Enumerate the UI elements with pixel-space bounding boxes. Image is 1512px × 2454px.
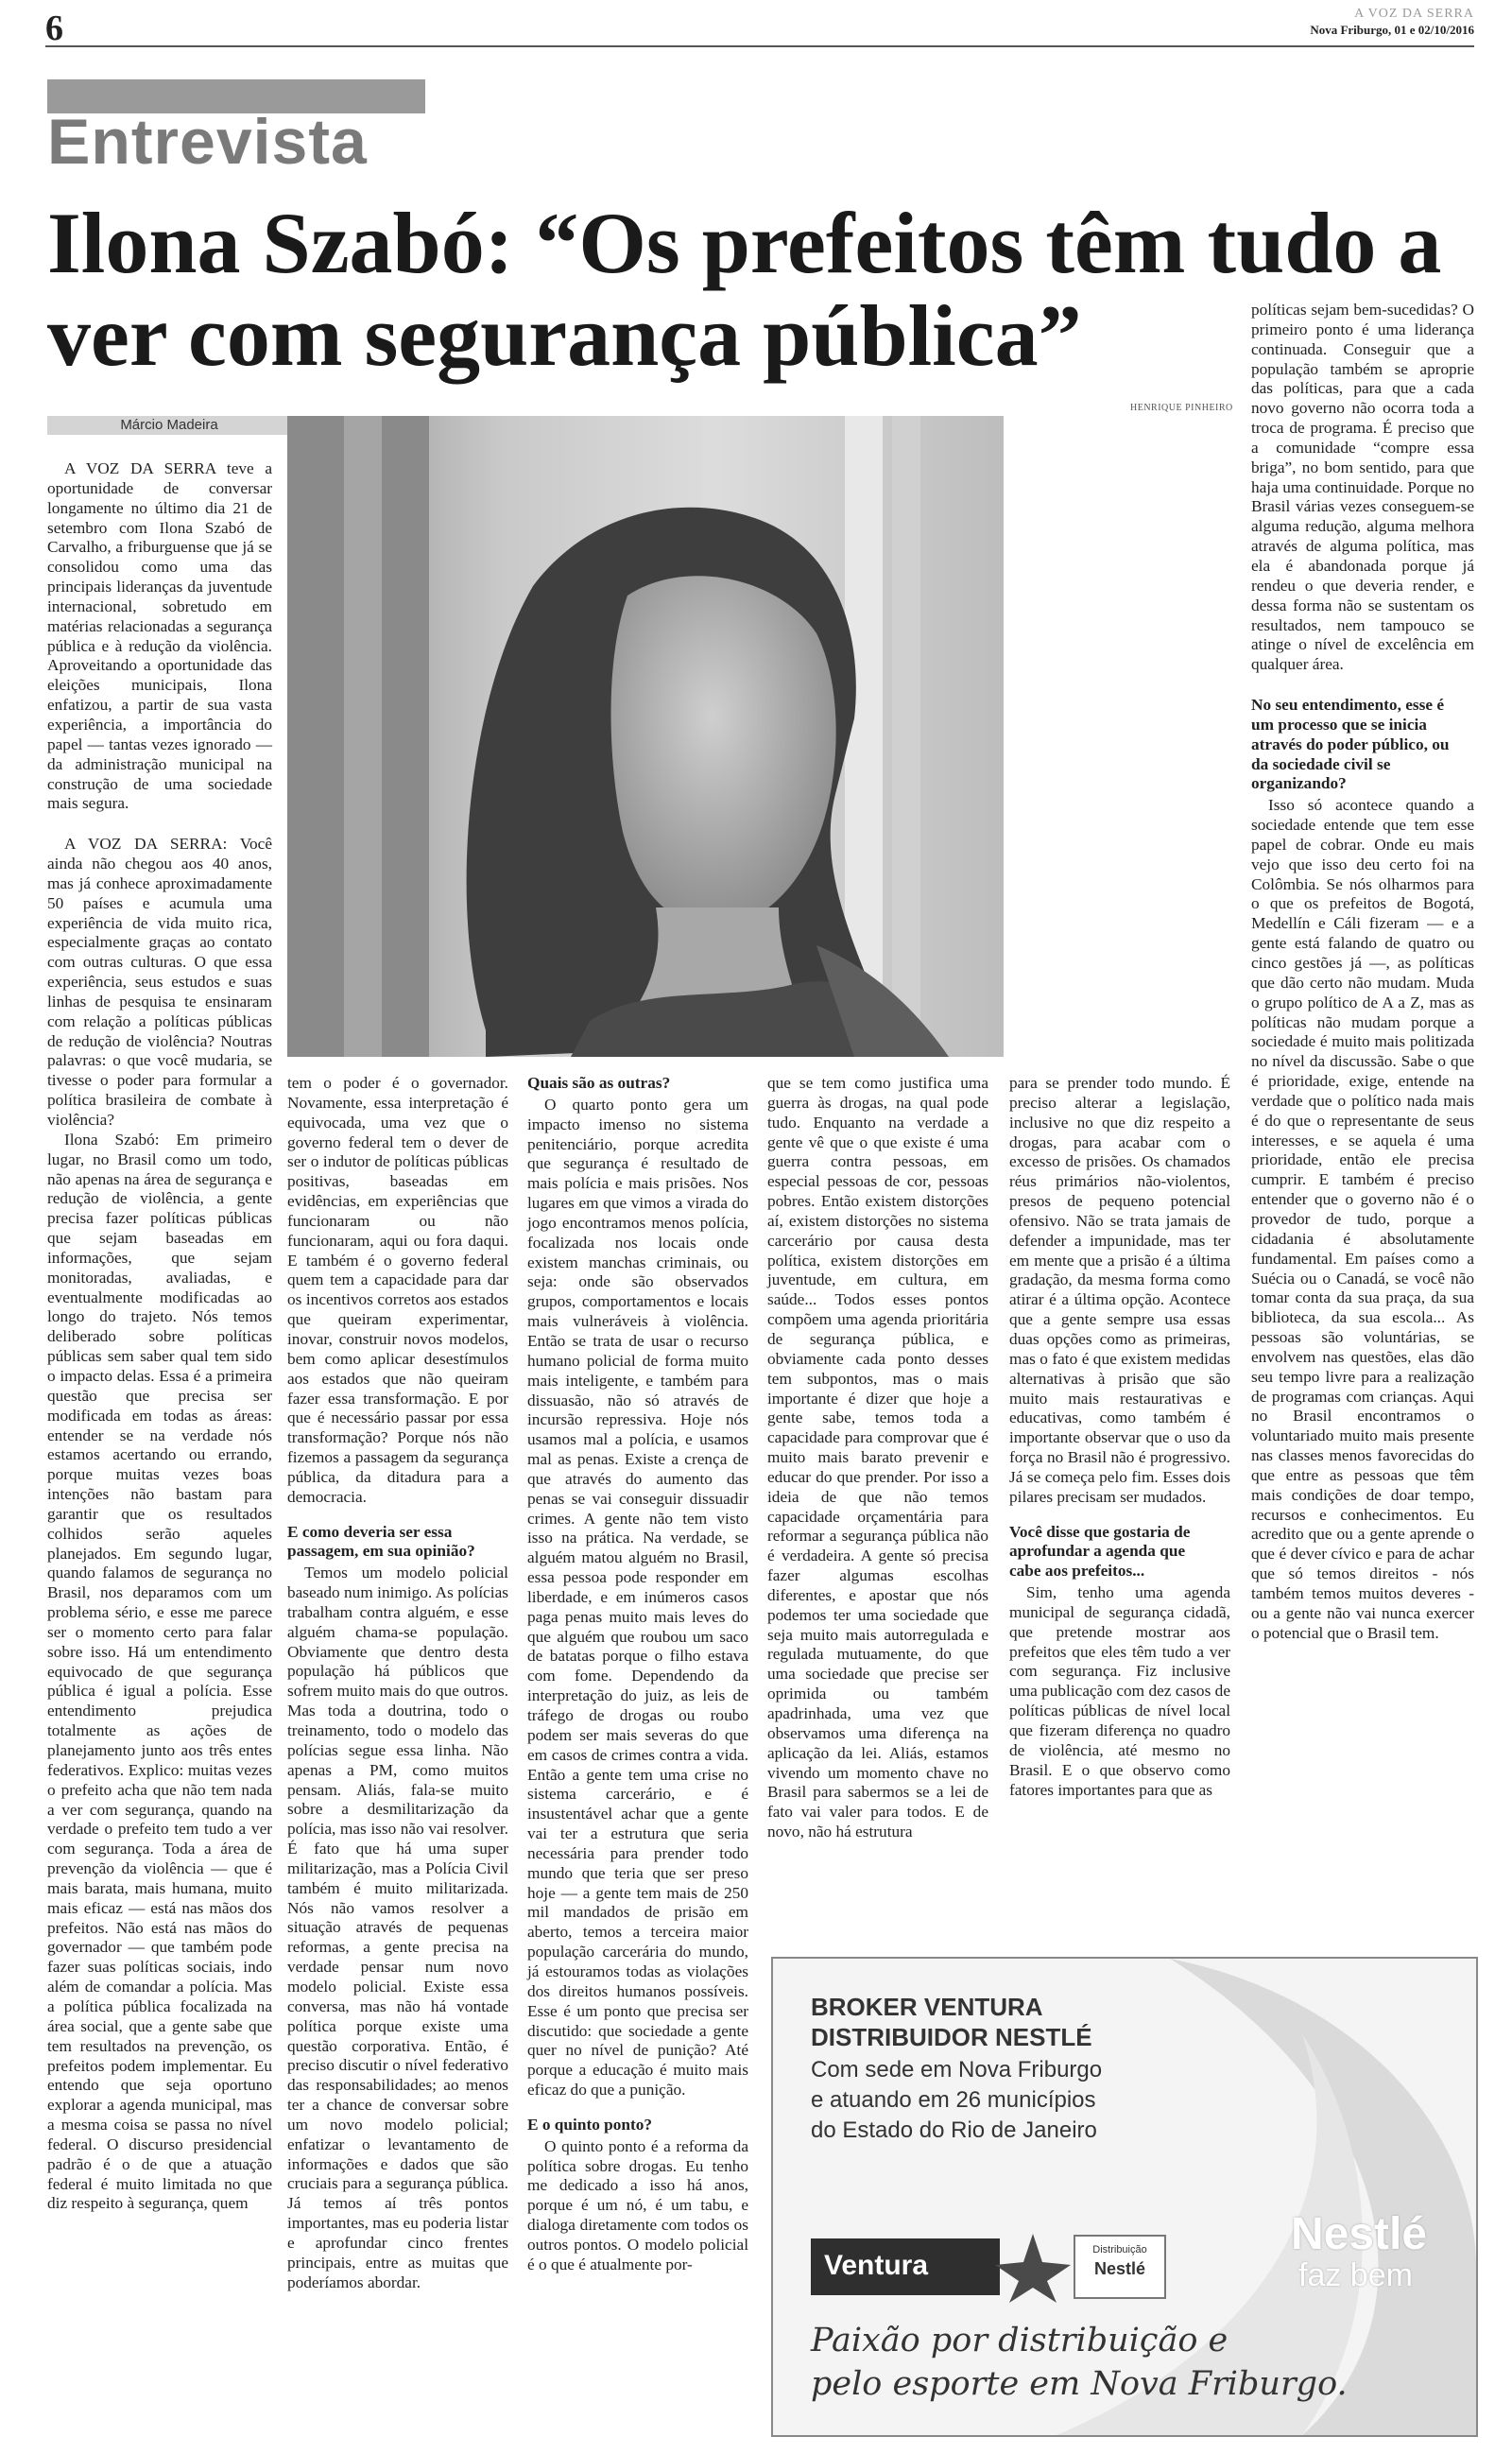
answer-continuation: que se tem como justifica uma guerra às drogas, na qual pode tudo. Enquanto na verdade a gente vê que o que existe é uma guerra contra pessoas, em especial pessoas de cor, pessoas pobres. Então existem distorções aí, existem distorções no sistema carcerário por causa desta política, existem distorções em juventude, em cultura, em saúde... Todos esses pontos compõem uma agenda prioritária de segurança pública, e obviamente cada ponto desses tem subpontos, mas o mais importante é dizer que hoje a gente sabe, temos toda a capacidade para comprovar que é muito mais barato prevenir e educar do que prender. Por isso a ideia de que não temos capacidade orçamentária para reformar a segurança pública não é verdadeira. A gente só precisa fazer algumas escolhas diferentes, e apostar que nós podemos ter uma sociedade que seja muito mais autorregulada e regulada mutuamente, do que uma sociedade que precise ser oprimida ou também apadrinhada, uma vez que observamos uma diferença na aplicação da lei. Aliás, estamos vivendo um momento chave no Brasil para sabermos se a lei de fato vai valer para todos. E de novo, não há estrutura [767, 1074, 988, 1841]
badge-label: Distribuição [1092, 2244, 1147, 2255]
ad-tagline-2: pelo esporte em Nova Friburgo. [811, 2365, 1348, 2403]
ad-text-3: do Estado do Rio de Janeiro [811, 2117, 1097, 2143]
interview-question: A VOZ DA SERRA: Você ainda não chegou aos 40 anos, mas já conhece aproximadamente 50 países e acumula uma experiência de vida muito rica, especialmente graças ao contato com outras culturas. O que essa experiência, seus estudos e suas linhas de pesquisa te ensinaram com relação a políticas públicas de redução de violência? Noutras palavras: o que você mudaria, se tivesse o poder para formular a política brasileira de combate à violência? [47, 835, 272, 1129]
answer-continuation: políticas sejam bem-sucedidas? O primeiro ponto é uma liderança continuada. Conseguir que a população também se aproprie das políticas, para que a cada novo governo não ocorra toda a troca de programa. É preciso que a comunidade “compre essa briga”, no bom sentido, para que haja uma continuidade. Porque no Brasil várias vezes conseguem-se alguma redução, alguma melhora através de alguma política, mas ela é abandonada porque já rendeu o que deveria render, e dessa forma não se sustentam os resultados, nem tampouco se atinge o nível de excelência em qualquer área. [1251, 301, 1474, 674]
header-rule [45, 45, 1474, 47]
interview-answer: Sim, tenho uma agenda municipal de segurança cidadã, que pretende mostrar aos prefeitos que eles têm tudo a ver com segurança. Fiz inclusive uma publicação com dez casos de políticas públicas de nível local que fizeram diferença no quadro de violência, até mesmo no Brasil. E o que observo como fatores importantes para que as [1009, 1583, 1230, 1799]
interview-question: No seu entendimento, esse é um processo que se inicia através do poder público, ou da sociedade civil se organizando? [1251, 696, 1450, 793]
answer-continuation: tem o poder é o governador. Novamente, essa interpretação é equivocada, uma vez que o governo federal tem o dever de ser o indutor de políticas públicas positivas, baseadas em evidências, em experiências que funcionaram ou não funcionaram, aqui ou fora daqui. E também é o governo federal quem tem a capacidade para dar os incentivos corretos aos estados que queiram experimentar, inovar, construir novos modelos, bem como aplicar desestímulos aos estados que não queiram fazer essa transformação. E por que é necessário passar por essa transformação? Porque nós não fizemos a passagem da segurança pública, da ditadura para a democracia. [287, 1074, 508, 1506]
section-title: Entrevista [47, 106, 368, 178]
interview-question: E o quinto ponto? [527, 2115, 653, 2134]
headline: Ilona Szabó: “Os prefeitos têm tudo a ver com segurança pública” [47, 195, 1442, 384]
answer-continuation: para se prender todo mundo. É preciso alterar a legislação, inclusive no que diz respeito a drogas, para acabar com o excesso de prisões. Os chamados réus primários não-violentos, presos de pequeno potencial ofensivo. Não se trata jamais de defender a impunidade, mas ter em mente que a prisão é a última gradação, da mesma forma como atirar é a última opção. Acontece que a gente sempre usa essas duas opções como as primeiras, mas o fato é que existem medidas alternativas à prisão que são muito mais restaurativas e educativas, como também é importante observar que o uso da força no Brasil não é progressivo. Já se começa pelo fim. Esses dois pilares precisam ser mudados. [1009, 1074, 1230, 1506]
interview-answer: O quinto ponto é a reforma da política sobre drogas. Eu tenho me dedicado a isso há anos, porque é um nó, é um tabu, e dialoga diretamente com todos os outros pontos. O modelo policial é o que é atualmente por- [527, 2136, 748, 2273]
article-column-4 [767, 1074, 988, 1842]
interview-answer: Isso só acontece quando a sociedade entende que tem esse papel de cobrar. Onde eu mais vejo que isso deu certo foi na Colômbia. Se nós olharmos para o que os prefeitos de Bogotá, Medellín e Cáli fizeram — e a gente está falando de quatro ou cinco gestões já —, as políticas que dão certo não mudam. Muda o grupo político de A a Z, mas as políticas não mudam porque a sociedade é muito mais politizada no nível da discussão. Sabe o que é prioridade, exige, entende na verdade que o político nada mais é do que o representante de seus interesses, e se aquela é uma prioridade, então ele precisa cumprir. E também é preciso entender que o governo não é o provedor de tudo, porque a cidadania é absolutamente fundamental. Em países como a Suécia ou o Canadá, se você não tomar conta da sua praça, da sua biblioteca, da sua escola... As pessoas são voluntárias, se envolvem nas questões, elas dão seu tempo livre para a realização de programas com crianças. Aqui no Brasil encontramos o voluntariado muito mais presente nas classes menos favorecidas do que entre as pessoas que têm mais condições de doar tempo, recursos e conhecimentos. Eu acredito que ou a gente aprende o que é dever cívico e para de achar que só temos direitos - nós também temos muitos deveres - ou a gente não vai nunca exercer o potencial que o Brasil tem. [1251, 796, 1474, 1642]
interview-answer: Temos um modelo policial baseado num inimigo. As polícias trabalham contra alguém, e esse alguém chama-se população. Obviamente que dentro desta população há públicos que sofrem muito mais do que outros. Mas toda a doutrina, todo o treinamento, todo o modelo das polícias segue essa linha. Não apenas a PM, como muitos pensam. Aliás, fala-se muito sobre a desmilitarização da polícia, mas isso não vai resolver. É fato que há uma super militarização, mas a Polícia Civil também é muito militarizada. Nós não vamos resolver a situação através de pequenas reformas, a gente precisa na verdade pensar num novo modelo policial. Existe essa conversa, mas não há vontade política porque existe uma questão corporativa. Então, é preciso discutir o nível federativo das responsabilidades; ao menos ter a chance de conversar sobre um novo modelo policial; enfatizar o levantamento de informações e dados que são cruciais para a segurança pública. Já temos aí três pontos importantes, mas eu poderia listar e aprofundar cinco frentes principais, entre as muitas que poderíamos abordar. [287, 1564, 508, 2291]
interview-question: Você disse que gostaria de aprofundar a agenda que cabe aos prefeitos... [1009, 1522, 1191, 1581]
badge-brand: Nestlé [1093, 2259, 1146, 2278]
photo-credit: HENRIQUE PINHEIRO [1130, 403, 1233, 413]
page-number: 6 [45, 9, 63, 48]
lead-paragraph: A VOZ DA SERRA teve a oportunidade de conversar longamente no último dia 21 de setembro com Ilona Szabó de Carvalho, a friburguense que já se consolidou como uma das principais lideranças da juventude internacional, sobretudo em matérias relacionadas a segurança pública e à redução da violência. Aproveitando a oportunidade das eleições municipais, Ilona enfatizou, a partir de sua vasta experiência, a importância do papel — tantas vezes ignorado — da administração municipal na construção de uma sociedade mais segura. [47, 459, 272, 813]
interview-question: E como deveria ser essa passagem, em sua opinião? [287, 1522, 475, 1561]
ventura-logo-text: Ventura [824, 2250, 929, 2281]
interview-answer: Ilona Szabó: Em primeiro lugar, no Brasil como um todo, não apenas na área de segurança e redução de violência, a gente precisa fazer políticas públicas que sejam baseadas em informações, que sejam monitoradas, avaliadas, e eventualmente modificadas ao longo do trajeto. Nós temos deliberado sobre políticas públicas sem saber qual tem sido o impacto delas. Essa é a primeira questão que precisa ser modificada em todas as áreas: entender se na verdade nós estamos acertando ou errando, porque muitas vezes boas intenções não bastam para garantir que os resultados colhidos serão aqueles planejados. Em segundo lugar, quando falamos de segurança no Brasil, nos deparamos com um problema sério, e esse me parece ser o momento certo para falar sobre isso. Há um entendimento equivocado de que segurança pública é igual a polícia. Esse entendimento prejudica totalmente as ações de planejamento junto aos três entes federativos. Explico: muitas vezes o prefeito acha que não tem nada a ver com segurança, quando na verdade o prefeito tem tudo a ver com segurança. Toda a área de prevenção da violência — que é mais barata, mais humana, muito mais eficaz — está nas mãos dos prefeitos. Não está nas mãos do governador — que também pode fazer suas políticas sociais, indo além de comandar a polícia. Mas a política pública focalizada na área social, que a gente sabe que tem resultados na prevenção, os prefeitos podem implementar. Eu entendo que seja oportuno explorar a agenda municipal, mas a mesma coisa se passa no nível federal. O discurso presidencial padrão é o de que a atuação federal é muito limitada no que diz respeito à segurança, quem [47, 1130, 272, 2213]
article-column-2 [287, 1074, 508, 2292]
byline: Márcio Madeira [47, 416, 291, 435]
ad-title-2: DISTRIBUIDOR NESTLÉ [811, 2023, 1092, 2051]
ad-tagline-1: Paixão por distribuição e [811, 2322, 1228, 2359]
ad-text-1: Com sede em Nova Friburgo [811, 2057, 1103, 2082]
advertisement [771, 1957, 1478, 2437]
article-column-3 [527, 1074, 748, 2275]
dateline: Nova Friburgo, 01 e 02/10/2016 [1310, 23, 1474, 37]
article-column-1 [47, 459, 272, 2214]
ad-title-1: BROKER VENTURA [811, 1993, 1043, 2021]
ventura-logo [811, 2238, 1000, 2295]
nestle-distribution-badge [1074, 2235, 1166, 2299]
ad-text-2: e atuando em 26 municípios [811, 2087, 1096, 2113]
interviewee-photo [287, 416, 1004, 1057]
newspaper-name: A VOZ DA SERRA [1354, 7, 1474, 21]
article-column-5 [1009, 1074, 1230, 1800]
masthead [1310, 6, 1474, 38]
star-swoosh-icon [990, 2229, 1075, 2305]
article-column-6 [1251, 301, 1474, 1644]
interview-answer: O quarto ponto gera um impacto imenso no sistema penitenciário, porque acredita que segurança é resultado de mais polícia e mais prisões. Nos lugares em que vimos a virada do jogo encontramos menos polícia, focalizada nos locais onde existem manchas criminais, ou seja: onde são observados grupos, comportamentos e locais mais vulneráveis à violência. Então se trata de usar o recurso humano policial de forma muito mais inteligente, e também para dissuasão, não só através de incursão repressiva. Hoje nós usamos mal a polícia, e usamos mal as penas. Existe a crença de que através do aumento das penas se vai conseguir dissuadir crimes. A gente não tem visto isso na prática. Na verdade, se alguém matou alguém no Brasil, essa pessoa pode responder em liberdade, e em inúmeros casos paga penas muito mais leves do que alguém que roubou um saco de batatas porque o filho estava com fome. Dependendo da interpretação do juiz, as leis de tráfego de drogas ou roubo podem ser mais severas do que em casos de crimes contra a vida. Então a gente tem uma crise no sistema carcerário, e é insustentável achar que a gente vai ter a estrutura que seria necessária para prender todo mundo que teria que ser preso hoje — a gente tem mais de 250 mil mandados de prisão em aberto, temos a terceira maior população carcerária do mundo, já estouramos todas as violações dos direitos humanos possíveis. Esse é um ponto que precisa ser discutido: que sociedade a gente quer no nível de punição? Até porque a educação é muito mais eficaz do que a punição. [527, 1095, 748, 2100]
nestle-logo: Nestlé [1291, 2209, 1428, 2259]
interview-question: Quais são as outras? [527, 1074, 671, 1092]
nestle-slogan: faz bem [1298, 2257, 1413, 2293]
